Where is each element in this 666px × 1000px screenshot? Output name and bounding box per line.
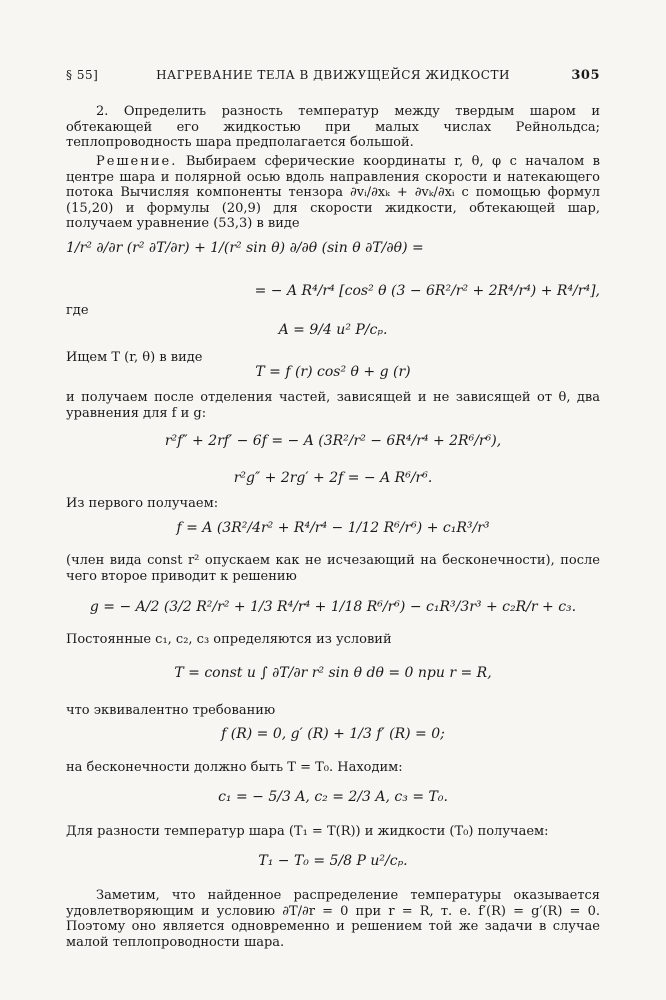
constants-found: c₁ = − 5/3 A, c₂ = 2/3 A, c₃ = T₀. <box>218 789 448 805</box>
constants-text: Постоянные c₁, c₂, c₃ определяются из условий <box>66 632 392 647</box>
running-title: НАГРЕВАНИЕ ТЕЛА В ДВИЖУЩЕЙСЯ ЖИДКОСТИ <box>156 68 510 82</box>
solution-f: f = A (3R²/4r² + R⁴/r⁴ − 1/12 R⁶/r⁶) + c₁R³/r³ <box>176 520 490 536</box>
seek-text: Ищем T (r, θ) в виде <box>66 350 203 365</box>
requirement-equation: f (R) = 0, g′ (R) + 1/3 f′ (R) = 0; <box>221 726 445 742</box>
equation-heat-lhs: 1/r² ∂/∂r (r² ∂T/∂r) + 1/(r² sin θ) ∂/∂θ (sin θ ∂T/∂θ) = <box>66 240 424 256</box>
solution-text: Выбираем сферические координаты r, θ, φ с началом в центре шара и полярной осью вдоль направления скорости и натекающего потока Вычисляя компоненты тензора ∂vᵢ/∂xₖ + ∂vₖ/∂xᵢ с помощью формул (15,20) и формулы (20,9) для скорости жидкости, обтекающей шар, получаем уравнение (53,3) в виде <box>66 154 600 231</box>
separation-text: и получаем после отделения частей, зависящей и не зависящей от θ, два уравнения для f и g: <box>66 390 600 421</box>
where-label: где <box>66 303 89 318</box>
from-first-text: Из первого получаем: <box>66 496 219 511</box>
equation-f: r²f″ + 2rf′ − 6f = − A (3R²/r² − 6R⁴/r⁴ + 2R⁶/r⁶), <box>164 433 502 449</box>
solution-label: Решение. <box>96 154 178 169</box>
closing-paragraph: Заметим, что найденное распределение температуры оказывается удовлетворяющим и условию ∂T/∂r = 0 при r = R, т. е. f′(R) = g′(R) = 0. Поэтому оно является одновременно и решением той же задачи в случае малой теплопроводности шара. <box>66 888 600 950</box>
problem-statement: 2. Определить разность температур между твердым шаром и обтекающей его жидкостью при малых числах Рейнольдса; теплопроводность шара предполагается большой. <box>66 104 600 150</box>
page-number: 305 <box>571 68 600 83</box>
difference-text: Для разности температур шара (T₁ = T(R)) и жидкости (T₀) получаем: <box>66 824 549 839</box>
infinity-text: на бесконечности должно быть T = T₀. Находим: <box>66 760 403 775</box>
boundary-conditions: T = const и ∫ ∂T/∂r r² sin θ dθ = 0 при r = R, <box>174 665 492 681</box>
solution-paragraph <box>66 154 600 232</box>
equation-heat-rhs: = − A R⁴/r⁴ [cos² θ (3 − 6R²/r² + 2R⁴/r⁴) + R⁴/r⁴], <box>254 283 600 299</box>
section-number: § 55] <box>66 68 99 82</box>
equation-g: r²g″ + 2rg′ + 2f = − A R⁶/r⁶. <box>233 470 433 486</box>
note-text: (член вида const r² опускаем как не исчезающий на бесконечности), после чего второе приводит к решению <box>66 553 600 584</box>
equation-t-form: T = f (r) cos² θ + g (r) <box>255 364 411 380</box>
equivalent-text: что эквивалентно требованию <box>66 703 276 718</box>
equation-a-definition: A = 9/4 u² P/cₚ. <box>278 322 388 338</box>
difference-equation: T₁ − T₀ = 5/8 P u²/cₚ. <box>258 853 408 869</box>
solution-g: g = − A/2 (3/2 R²/r² + 1/3 R⁴/r⁴ + 1/18 R⁶/r⁶) − c₁R³/3r³ + c₂R/r + c₃. <box>89 599 577 615</box>
